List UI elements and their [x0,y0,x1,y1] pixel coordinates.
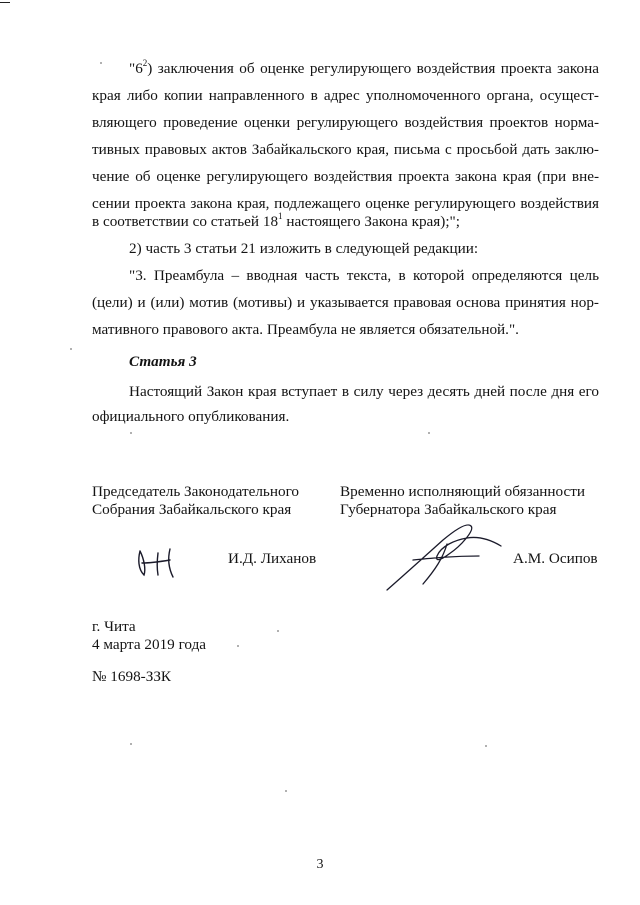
date: 4 марта 2019 года [92,636,207,653]
paragraph-line: в соответствии со статьей $18^1$ настоящего Закона края);"; [92,210,460,230]
scan-speck [70,348,72,350]
paragraph-line: 2) часть 3 статьи 21 изложить в следующей редакции: [129,240,479,257]
right-title-line-1: Временно исполняющий обязанности [340,483,586,500]
right-handwritten-signature [383,518,503,594]
paragraph-line: Настоящий Закон края вступает в силу через десять дней после дня его [129,383,599,400]
paragraph-line: официального опубликования. [92,408,290,425]
scan-speck [485,745,487,747]
right-signatory-title [340,483,585,519]
paragraph-line: вляющего проведение оценки регулирующего воздействия проектов норма- [92,114,599,131]
scan-speck [130,743,132,745]
left-title-line-1: Председатель Законодательного [92,483,300,500]
paragraph-line: мативного правового акта. Преамбула не является обязательной.". [92,321,519,338]
left-signatory-title [92,483,299,519]
left-handwritten-signature [130,543,186,583]
paragraph-line: края либо копии направленного в адрес уполномоченного органа, осущест- [92,87,599,104]
article-heading: Статья 3 [129,353,197,370]
right-signatory-name: А.М. Осипов [513,550,598,567]
right-title-line-2: Губернатора Забайкальского края [340,501,557,518]
place-and-date [92,618,206,654]
corner-mark [0,2,10,3]
scan-speck [428,432,430,434]
scan-speck [237,645,239,647]
paragraph-line: чение об оценке регулирующего воздействия проекта закона края (при вне- [92,168,599,185]
law-number: № 1698-ЗЗК [92,668,172,685]
city: г. Чита [92,618,136,635]
paragraph-line: "$6^2$) заключения об оценке регулирующего воздействия проекта закона [129,57,599,77]
paragraph-line: тивных правовых актов Забайкальского края, письма с просьбой дать заклю- [92,141,599,158]
paragraph-line: "3. Преамбула – вводная часть текста, в которой определяются цель [129,267,599,284]
page-number: 3 [316,857,324,872]
scan-speck [130,432,132,434]
paragraph-line: (цели) и (или) мотив (мотивы) и указывается правовая основа принятия нор- [92,294,599,311]
scan-speck [100,62,102,64]
scan-speck [285,790,287,792]
left-signatory-name: И.Д. Лиханов [228,550,317,567]
scan-speck [277,630,279,632]
left-title-line-2: Собрания Забайкальского края [92,501,292,518]
paragraph-line: сении проекта закона края, подлежащего оценке регулирующего воздействия [92,195,599,212]
